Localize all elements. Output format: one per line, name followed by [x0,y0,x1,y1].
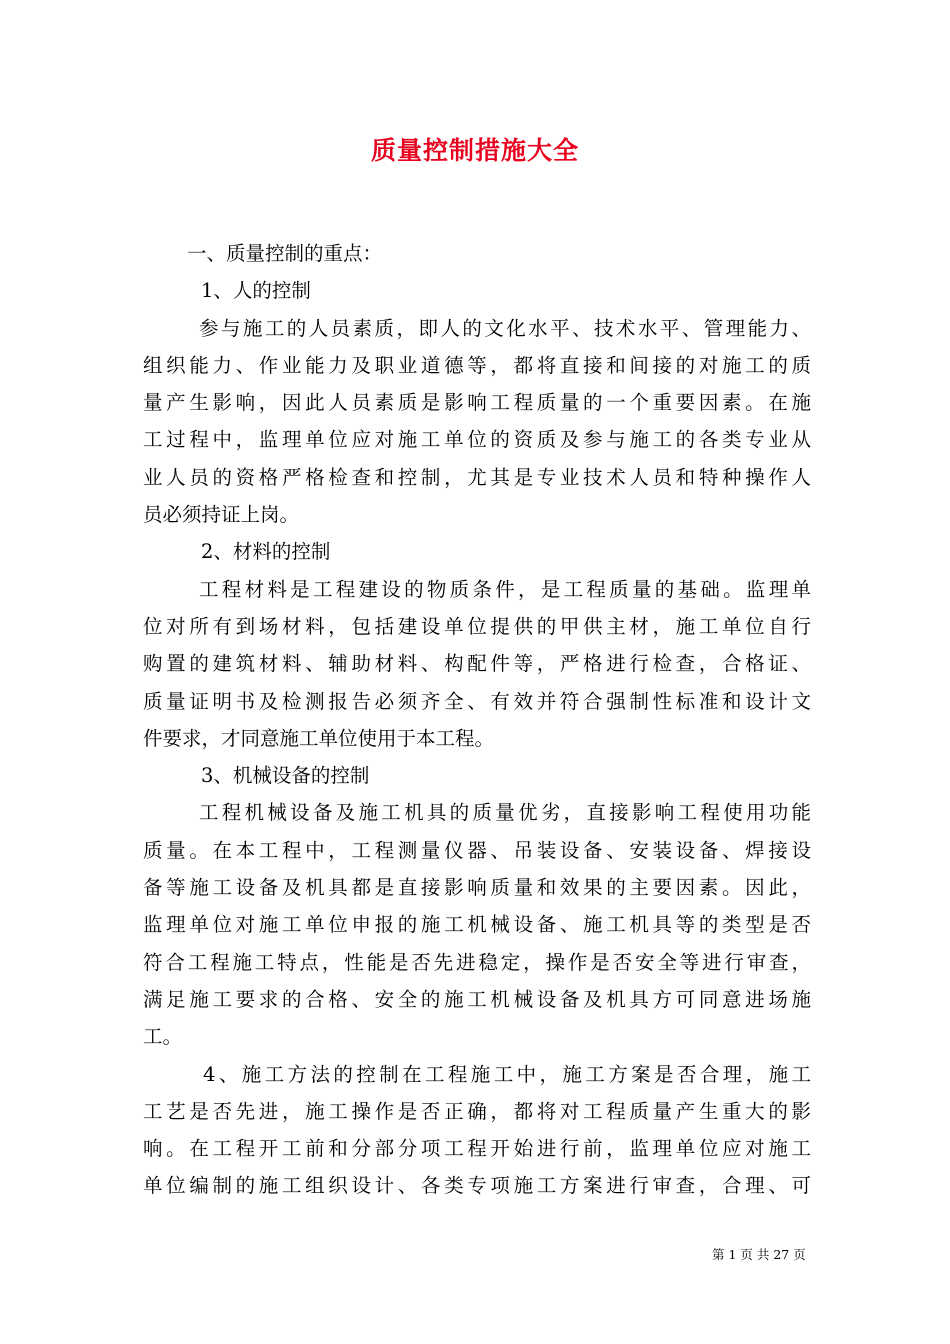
paragraph-line: 工过程中，监理单位应对施工单位的资质及参与施工的各类专业从 [143,428,811,452]
paragraph-line: 位对所有到场材料，包括建设单位提供的甲供主材，施工单位自行 [143,614,811,638]
paragraph-line: 工。 [143,1025,183,1049]
paragraph-line: 备等施工设备及机具都是直接影响质量和效果的主要因素。因此， [143,876,811,900]
paragraph-line: 4、施工方法的控制在工程施工中，施工方案是否合理，施工 [203,1062,811,1086]
paragraph-line: 件要求，才同意施工单位使用于本工程。 [143,726,495,750]
subsection-heading: 3、机械设备的控制 [201,764,370,788]
page-title: 质量控制措施大全 [370,136,579,165]
paragraph-line: 工程材料是工程建设的物质条件，是工程质量的基础。监理单 [199,577,811,601]
page-number: 第 1 页 共 27 页 [712,1247,806,1262]
paragraph-line: 符合工程施工特点，性能是否先进稳定，操作是否安全等进行审查， [143,950,811,974]
document-body [143,235,811,1205]
paragraph-line: 员必须持证上岗。 [143,503,300,527]
paragraph-line: 量产生影响，因此人员素质是影响工程质量的一个重要因素。在施 [143,391,811,415]
paragraph-line: 业人员的资格严格检查和控制，尤其是专业技术人员和特种操作人 [143,465,811,489]
paragraph-line: 组织能力、作业能力及职业道德等，都将直接和间接的对施工的质 [143,353,811,377]
subsection-heading: 1、人的控制 [201,279,311,303]
paragraph-line: 响。在工程开工前和分部分项工程开始进行前，监理单位应对施工 [143,1137,811,1161]
paragraph-line: 满足施工要求的合格、安全的施工机械设备及机具方可同意进场施 [143,987,811,1011]
section-heading: 一、质量控制的重点： [187,242,383,265]
paragraph-line: 工艺是否先进，施工操作是否正确，都将对工程质量产生重大的影 [143,1099,811,1123]
subsection-heading: 2、材料的控制 [201,540,331,564]
paragraph-line: 参与施工的人员素质，即人的文化水平、技术水平、管理能力、 [199,316,811,340]
paragraph-line: 购置的建筑材料、辅助材料、构配件等，严格进行检查，合格证、 [143,652,811,676]
paragraph-line: 工程机械设备及施工机具的质量优劣，直接影响工程使用功能 [199,801,811,825]
paragraph-line: 监理单位对施工单位申报的施工机械设备、施工机具等的类型是否 [143,913,811,937]
paragraph-line: 质量证明书及检测报告必须齐全、有效并符合强制性标准和设计文 [143,689,811,713]
paragraph-line: 单位编制的施工组织设计、各类专项施工方案进行审查，合理、可 [143,1174,811,1198]
paragraph-line: 质量。在本工程中，工程测量仪器、吊装设备、安装设备、焊接设 [143,838,811,862]
